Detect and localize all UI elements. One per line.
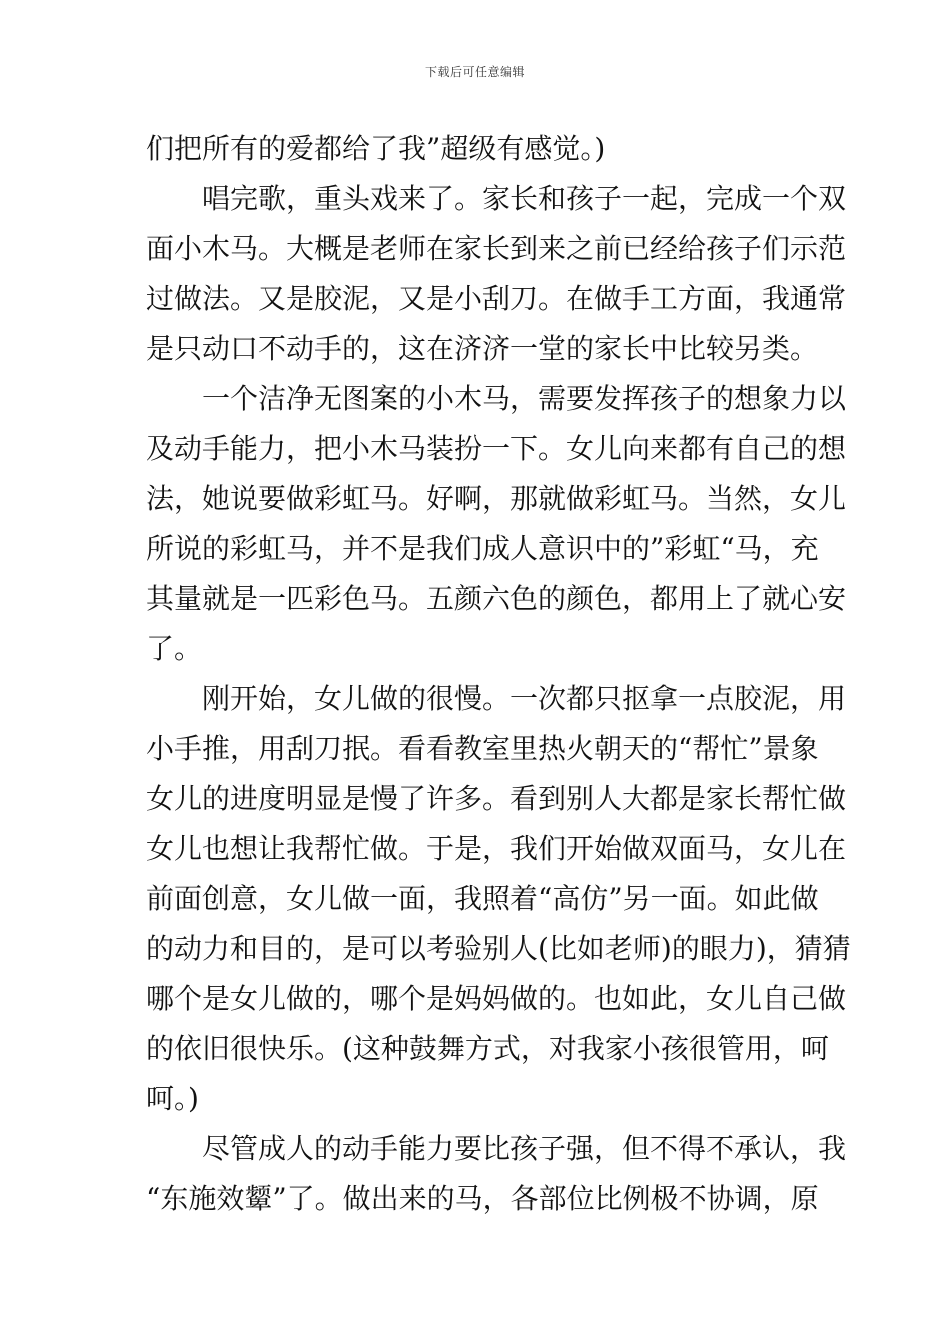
text-line: 及动手能力，把小木马装扮一下。女儿向来都有自己的想	[146, 432, 847, 465]
text-line: 一个洁净无图案的小木马，需要发挥孩子的想象力以	[202, 382, 847, 415]
text-line: 刚开始，女儿做的很慢。一次都只抠拿一点胶泥，用	[202, 682, 847, 715]
document-body	[146, 124, 851, 1224]
text-line: 其量就是一匹彩色马。五颜六色的颜色，都用上了就心安	[146, 582, 847, 615]
text-line: 法，她说要做彩虹马。好啊，那就做彩虹马。当然，女儿	[146, 482, 847, 515]
text-line: 的动力和目的，是可以考验别人(比如老师)的眼力)，猜猜	[146, 932, 851, 965]
text-line: 呵。)	[146, 1082, 199, 1115]
text-line: 尽管成人的动手能力要比孩子强，但不得不承认，我	[202, 1132, 847, 1165]
text-line: 们把所有的爱都给了我”超级有感觉。)	[146, 132, 606, 165]
text-line: 过做法。又是胶泥，又是小刮刀。在做手工方面，我通常	[146, 282, 847, 315]
text-line: 的依旧很快乐。(这种鼓舞方式，对我家小孩很管用，呵	[146, 1032, 829, 1065]
page-header: 下载后可任意编辑	[424, 65, 525, 79]
text-line: 小手推，用刮刀抿。看看教室里热火朝天的“帮忙”景象	[146, 732, 819, 765]
text-line: 唱完歌，重头戏来了。家长和孩子一起，完成一个双	[202, 182, 847, 215]
text-line: 所说的彩虹马，并不是我们成人意识中的”彩虹“马，充	[146, 532, 819, 565]
text-line: 了。	[146, 632, 203, 665]
text-line: 哪个是女儿做的，哪个是妈妈做的。也如此，女儿自己做	[146, 982, 847, 1015]
text-line: 面小木马。大概是老师在家长到来之前已经给孩子们示范	[146, 232, 847, 265]
text-line: 是只动口不动手的，这在济济一堂的家长中比较另类。	[146, 332, 819, 365]
text-line: 女儿也想让我帮忙做。于是，我们开始做双面马，女儿在	[146, 832, 847, 865]
text-line: 女儿的进度明显是慢了许多。看到别人大都是家长帮忙做	[146, 782, 847, 815]
text-line: 前面创意，女儿做一面，我照着“高仿”另一面。如此做	[146, 882, 819, 915]
text-line: “东施效颦”了。做出来的马，各部位比例极不协调，原	[146, 1182, 819, 1215]
